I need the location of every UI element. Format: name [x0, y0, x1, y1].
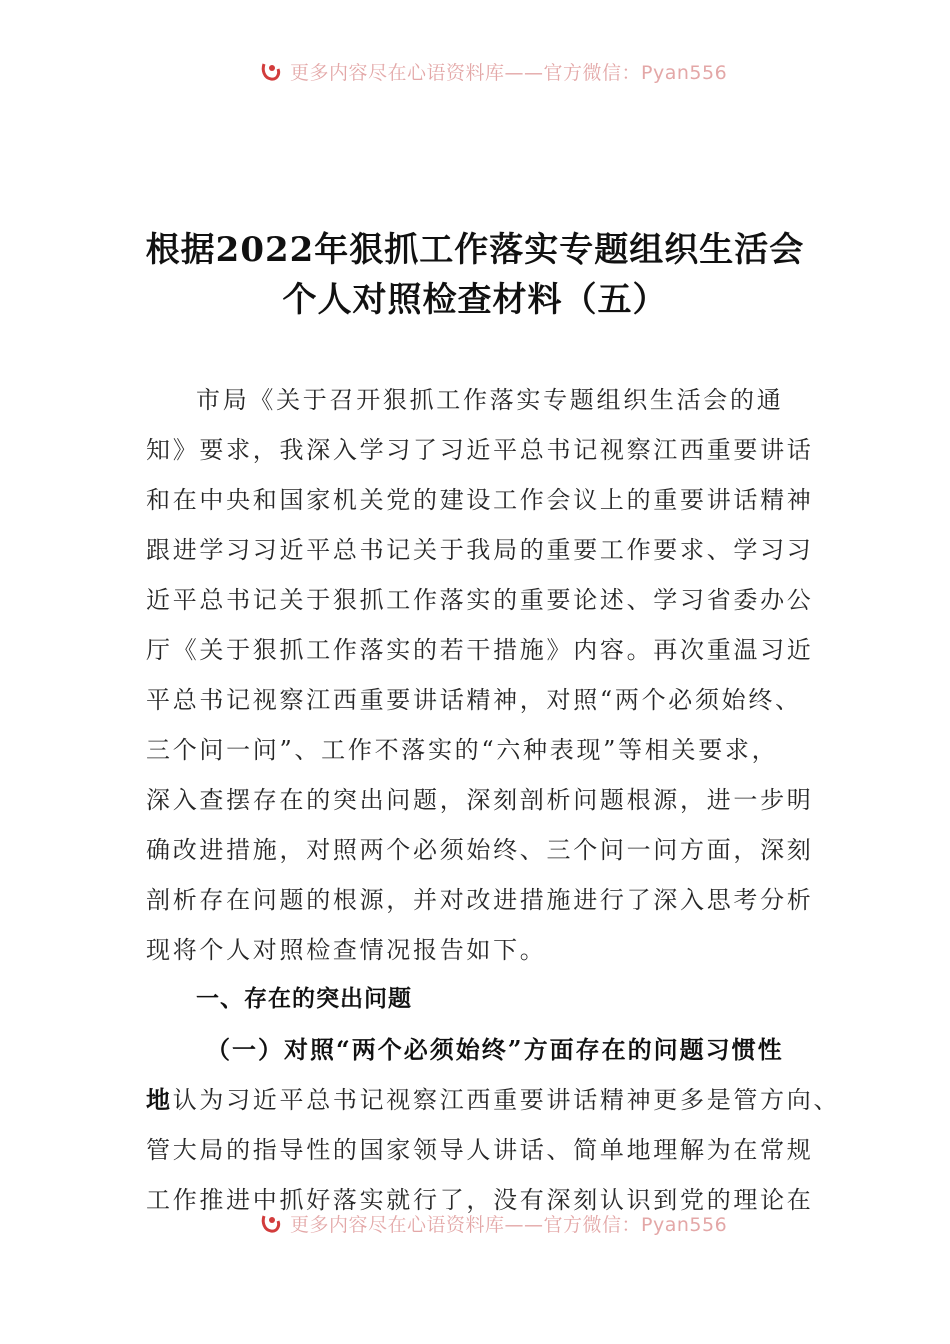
paragraph-line-rest: 认为习近平总书记视察江西重要讲话精神更多是管方向、	[172, 1086, 841, 1114]
section-heading: 一、存在的突出问题	[196, 986, 412, 1012]
paragraph-line: 和在中央和国家机关党的建设工作会议上的重要讲话精神	[146, 486, 814, 514]
paragraph-line: 市局《关于召开狠抓工作落实专题组织生活会的通	[196, 386, 784, 414]
paragraph-line: 剖析存在问题的根源，并对改进措施进行了深入思考分析	[146, 886, 814, 914]
watermark-logo-icon	[260, 60, 282, 82]
watermark-bottom	[260, 1208, 780, 1238]
paragraph-line: 三个问一问”、工作不落实的“六种表现”等相关要求，	[146, 736, 779, 764]
subsection-heading: （一）对照“两个必须始终”方面存在的问题习惯性	[206, 1035, 784, 1064]
paragraph-line: 深入查摆存在的突出问题，深刻剖析问题根源，进一步明	[146, 786, 814, 814]
watermark-logo-icon	[260, 1212, 282, 1234]
watermark-text: 更多内容尽在心语资料库——官方微信：Pyan556	[290, 61, 728, 84]
paragraph-line: 知》要求，我深入学习了习近平总书记视察江西重要讲话	[146, 436, 814, 464]
paragraph-line: 确改进措施，对照两个必须始终、三个问一问方面，深刻	[146, 836, 814, 864]
paragraph-line: 管大局的指导性的国家领导人讲话、简单地理解为在常规	[146, 1136, 814, 1164]
paragraph-line: 工作推进中抓好落实就行了，没有深刻认识到党的理论在	[146, 1186, 814, 1214]
bold-lead-text: 地	[146, 1085, 173, 1114]
paragraph-line	[146, 1080, 841, 1115]
paragraph-line: 平总书记视察江西重要讲话精神，对照“两个必须始终、	[146, 686, 802, 714]
paragraph-line: 现将个人对照检查情况报告如下。	[146, 936, 547, 964]
paragraph-line: 近平总书记关于狠抓工作落实的重要论述、学习省委办公	[146, 586, 814, 614]
document-title-line-1: 根据2022年狠抓工作落实专题组织生活会	[145, 230, 805, 270]
paragraph-line: 跟进学习习近平总书记关于我局的重要工作要求、学习习	[146, 536, 814, 564]
paragraph-line: 厅《关于狠抓工作落实的若干措施》内容。再次重温习近	[146, 636, 814, 664]
watermark-top	[260, 56, 780, 86]
watermark-text: 更多内容尽在心语资料库——官方微信：Pyan556	[290, 1213, 728, 1236]
document-title-line-2: 个人对照检查材料（五）	[282, 280, 668, 320]
